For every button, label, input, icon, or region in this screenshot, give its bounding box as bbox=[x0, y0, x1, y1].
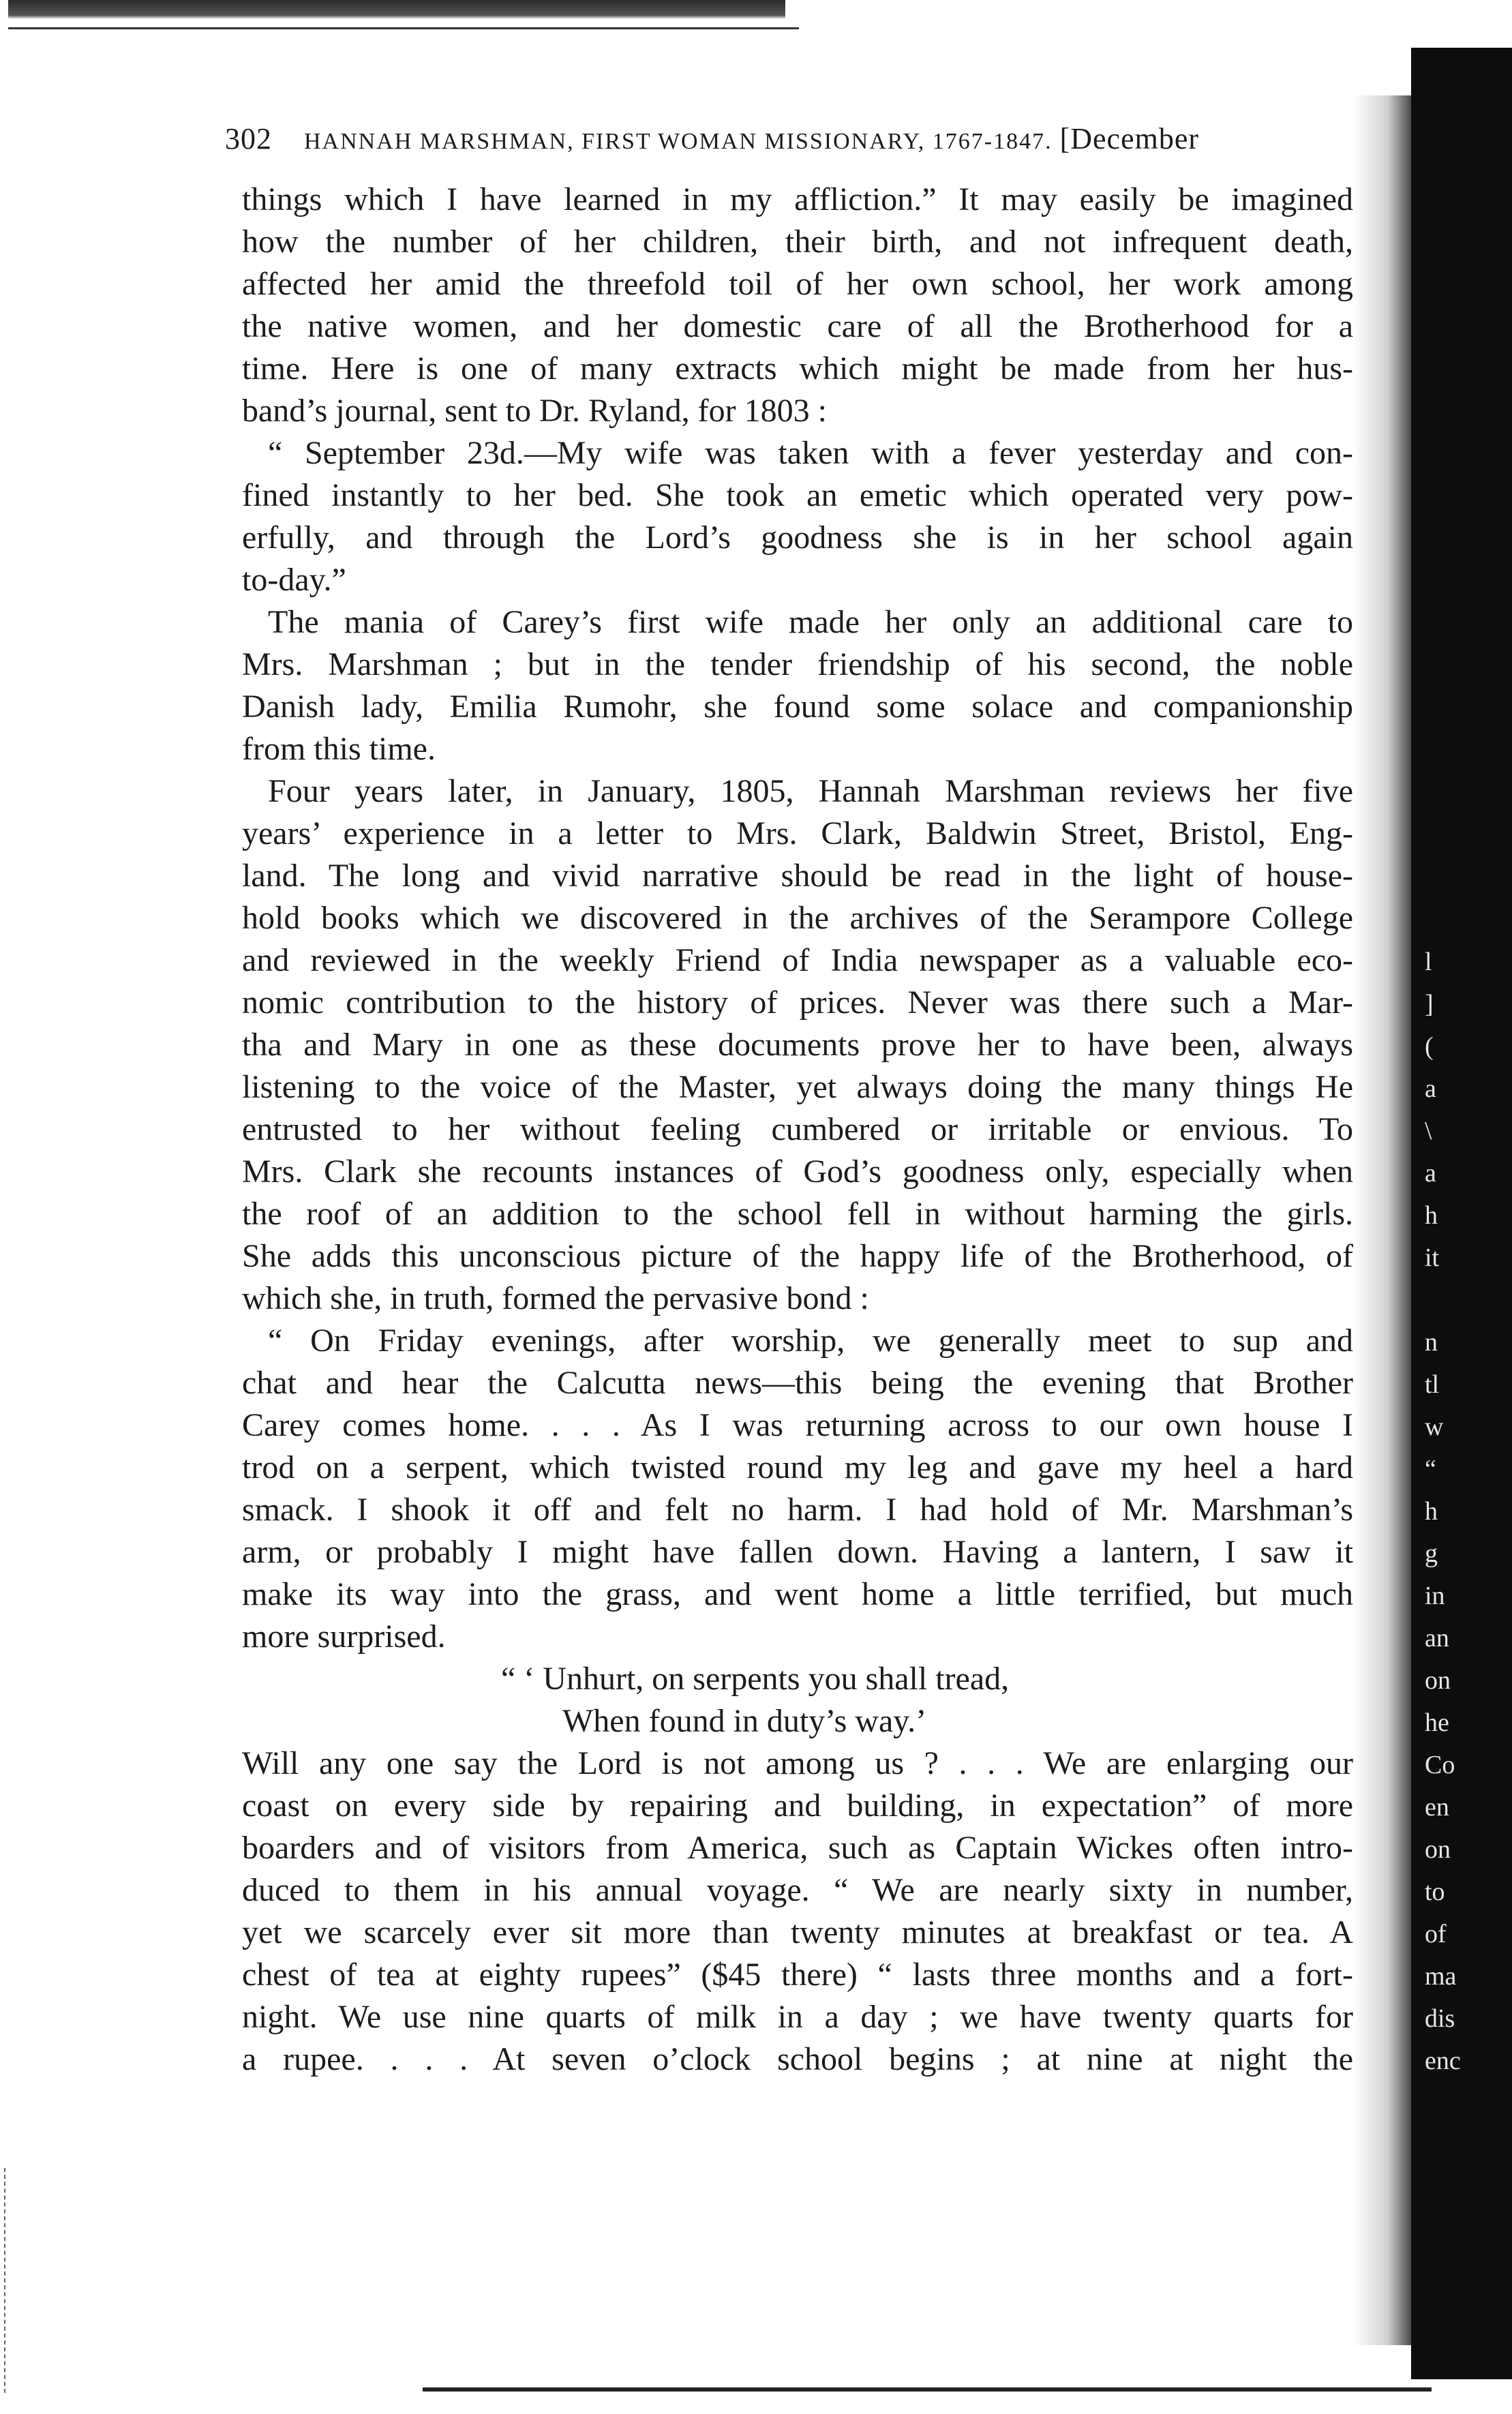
text-line: hold books which we discovered in the archives of the Serampore College bbox=[242, 900, 1353, 936]
text-line: to-day.” bbox=[242, 562, 346, 598]
text-line: Mrs. Marshman ; but in the tender friendship of his second, the noble bbox=[242, 646, 1353, 682]
text-line: Will any one say the Lord is not among us ? . . . We are enlarging our bbox=[242, 1745, 1353, 1781]
margin-fragment: a bbox=[1425, 1159, 1436, 1188]
text-line: nomic contribution to the history of prices. Never was there such a Mar- bbox=[242, 984, 1353, 1021]
scan-left-marks bbox=[4, 2168, 8, 2393]
text-line: a rupee. . . . At seven o’clock school begins ; at nine at night the bbox=[242, 2041, 1353, 2077]
margin-fragment: h bbox=[1425, 1497, 1438, 1526]
text-line: boarders and of visitors from America, such as Captain Wickes often intro- bbox=[242, 1830, 1353, 1866]
text-line: things which I have learned in my affliction.” It may easily be imagined bbox=[242, 181, 1353, 217]
scan-top-rule bbox=[8, 27, 799, 29]
text-line: She adds this unconscious picture of the happy life of the Brotherhood, of bbox=[242, 1238, 1353, 1274]
text-line: time. Here is one of many extracts which might be made from her hus- bbox=[242, 350, 1353, 387]
text-line: land. The long and vivid narrative should be read in the light of house- bbox=[242, 858, 1353, 894]
margin-fragment: to bbox=[1425, 1877, 1445, 1906]
text-line: Mrs. Clark she recounts instances of God’s goodness only, especially when bbox=[242, 1153, 1353, 1190]
scan-bottom-edge bbox=[423, 2387, 1432, 2392]
margin-fragment: he bbox=[1425, 1708, 1449, 1737]
text-line: the roof of an addition to the school fell in without harming the girls. bbox=[242, 1196, 1353, 1232]
text-line: duced to them in his annual voyage. “ We are nearly sixty in number, bbox=[242, 1872, 1353, 1908]
text-line: chest of tea at eighty rupees” ($45 there) “ lasts three months and a fort- bbox=[242, 1957, 1353, 1993]
margin-fragment: dis bbox=[1425, 2004, 1455, 2033]
text-line: and reviewed in the weekly Friend of India newspaper as a valuable eco- bbox=[242, 942, 1353, 978]
text-line: chat and hear the Calcutta news—this being the evening that Brother bbox=[242, 1365, 1353, 1401]
margin-fragment: tl bbox=[1425, 1370, 1440, 1399]
margin-fragment: l bbox=[1425, 948, 1432, 976]
text-line: The mania of Carey’s first wife made her only an additional care to bbox=[268, 604, 1353, 640]
text-line: listening to the voice of the Master, yet always doing the many things He bbox=[242, 1069, 1353, 1105]
text-line: the native women, and her domestic care of all the Brotherhood for a bbox=[242, 308, 1353, 344]
margin-fragment: enc bbox=[1425, 2047, 1461, 2075]
margin-fragment: en bbox=[1425, 1793, 1449, 1822]
margin-fragment: “ bbox=[1425, 1455, 1436, 1483]
margin-fragment: a bbox=[1425, 1074, 1436, 1103]
text-line: tha and Mary in one as these documents prove her to have been, always bbox=[242, 1027, 1353, 1063]
text-line: years’ experience in a letter to Mrs. Clark, Baldwin Street, Bristol, Eng- bbox=[242, 815, 1353, 851]
margin-fragment: h bbox=[1425, 1201, 1438, 1230]
text-line: entrusted to her without feeling cumbered or irritable or envious. To bbox=[242, 1111, 1353, 1147]
margin-fragment: g bbox=[1425, 1539, 1438, 1568]
margin-fragment: n bbox=[1425, 1328, 1438, 1357]
running-month: [December bbox=[1059, 122, 1200, 155]
text-line: night. We use nine quarts of milk in a day ; we have twenty quarts for bbox=[242, 1999, 1353, 2035]
verse-quote bbox=[242, 1658, 1353, 1742]
scan-top-edge bbox=[8, 0, 785, 19]
text-line: fined instantly to her bed. She took an emetic which operated very pow- bbox=[242, 477, 1353, 513]
text-line: how the number of her children, their birth, and not infrequent death, bbox=[242, 224, 1353, 260]
text-line: arm, or probably I might have fallen down. Having a lantern, I saw it bbox=[242, 1534, 1353, 1570]
margin-fragment bbox=[1425, 1279, 1479, 1321]
margin-fragment: Co bbox=[1425, 1751, 1455, 1779]
text-line: Danish lady, Emilia Rumohr, she found some solace and companionship bbox=[242, 689, 1353, 725]
text-line: Four years later, in January, 1805, Hannah Marshman reviews her five bbox=[268, 773, 1353, 809]
margin-fragment: \ bbox=[1425, 1117, 1432, 1145]
verse-line: When found in duty’s way.’ bbox=[562, 1703, 927, 1739]
margin-fragment: an bbox=[1425, 1624, 1449, 1653]
text-line: Carey comes home. . . . As I was returning across to our own house I bbox=[242, 1407, 1353, 1443]
text-line: trod on a serpent, which twisted round my leg and gave my heel a hard bbox=[242, 1449, 1353, 1485]
text-line: yet we scarcely ever sit more than twenty minutes at breakfast or tea. A bbox=[242, 1914, 1353, 1950]
text-line: “ September 23d.—My wife was taken with a fever yesterday and con- bbox=[268, 435, 1353, 471]
text-line: affected her amid the threefold toil of her own school, her work among bbox=[242, 266, 1353, 302]
margin-fragment: it bbox=[1425, 1243, 1440, 1272]
page-number: 302 bbox=[225, 122, 272, 155]
text-line: which she, in truth, formed the pervasive bond : bbox=[242, 1280, 869, 1316]
running-header bbox=[225, 121, 1350, 156]
body-text bbox=[242, 179, 1353, 1658]
margin-fragment: on bbox=[1425, 1835, 1451, 1864]
margin-fragment: of bbox=[1425, 1920, 1447, 1948]
text-line: more surprised. bbox=[242, 1618, 446, 1655]
page-body bbox=[242, 179, 1353, 2081]
margin-fragment: w bbox=[1425, 1413, 1444, 1441]
margin-fragment: ] bbox=[1425, 990, 1434, 1019]
body-text-continued bbox=[242, 1742, 1353, 2081]
margin-fragment: on bbox=[1425, 1666, 1451, 1695]
margin-fragment: ma bbox=[1425, 1962, 1457, 1991]
text-line: coast on every side by repairing and building, in expectation” of more bbox=[242, 1787, 1353, 1824]
verse-line: “ ‘ Unhurt, on serpents you shall tread, bbox=[501, 1661, 1010, 1697]
text-line: “ On Friday evenings, after worship, we generally meet to sup and bbox=[268, 1323, 1353, 1359]
facing-page-fragments bbox=[1425, 941, 1479, 2082]
text-line: band’s journal, sent to Dr. Ryland, for 1803 : bbox=[242, 393, 827, 429]
margin-fragment: ( bbox=[1425, 1032, 1434, 1061]
text-line: erfully, and through the Lord’s goodness she is in her school again bbox=[242, 519, 1353, 556]
running-title: HANNAH MARSHMAN, FIRST WOMAN MISSIONARY, 1767-1847. bbox=[304, 129, 1053, 154]
text-line: smack. I shook it off and felt no harm. I had hold of Mr. Marshman’s bbox=[242, 1492, 1353, 1528]
margin-fragment: in bbox=[1425, 1582, 1445, 1610]
book-gutter-shadow bbox=[1353, 95, 1411, 2345]
text-line: from this time. bbox=[242, 731, 436, 767]
text-line: make its way into the grass, and went home a little terrified, but much bbox=[242, 1576, 1353, 1612]
